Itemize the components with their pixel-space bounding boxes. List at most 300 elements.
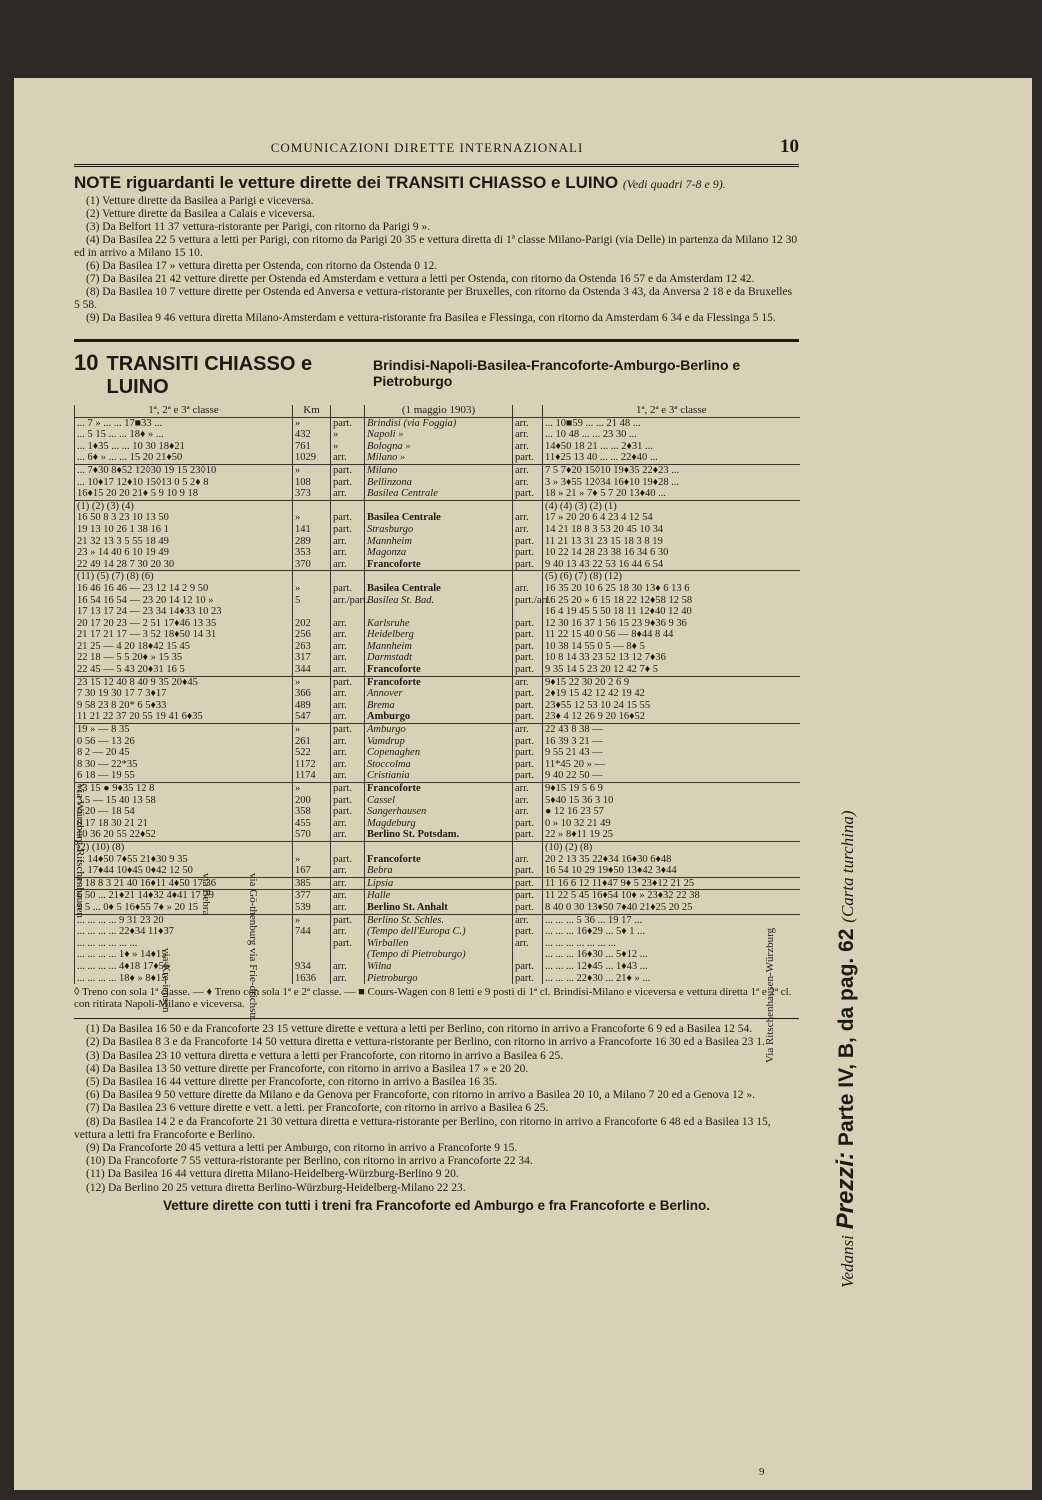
table-row: [75, 595, 800, 607]
station-cell: Francoforte: [365, 559, 513, 571]
table-row: [75, 641, 800, 653]
note-item: (1) Vetture dirette da Basilea a Parigi e viceversa.: [86, 195, 314, 207]
right-times-cell: 9 40 22 50 —: [543, 770, 800, 782]
station-cell: Heidelberg: [365, 629, 513, 641]
page-content: [74, 136, 799, 1213]
right-times-cell: 16 4 19 45 5 50 18 11 12♦40 12 40: [543, 606, 800, 618]
note-item: (8) Da Basilea 10 7 vetture dirette per Ostenda ed Anversa e vettura-ristorante per Bruxelles, con ritorno da Ostenda 3 43, da Anversa 2 18 e da Bruxelles 5 58.: [74, 286, 793, 311]
left-times-cell: 9 58 23 8 20* 6 5♦33: [75, 700, 293, 712]
table-row: [75, 618, 800, 630]
km-cell: 1172: [293, 759, 331, 771]
dir-left-cell: »: [331, 429, 365, 441]
table-row: [75, 652, 800, 664]
left-route-label: Via Würzburg-Ritschenhausen: [74, 783, 86, 918]
table-row: [75, 464, 800, 476]
right-times-cell: (10) (2) (8): [543, 841, 800, 853]
table-row: [75, 902, 800, 914]
station-cell: Darmstadt: [365, 652, 513, 664]
header-right-classes: 1ª, 2ª e 3ª classe: [543, 405, 800, 417]
table-row: [75, 938, 800, 950]
dir-left-cell: part.: [331, 417, 365, 429]
dir-right-cell: arr.: [513, 783, 543, 795]
dir-right-cell: arr.: [513, 583, 543, 595]
left-times-cell: ... ... ... ... 18♦ » 8♦15: [75, 973, 293, 985]
note-item: (2) Vetture dirette da Basilea a Calais e viceversa.: [86, 208, 315, 220]
right-times-cell: ● 12 16 23 57: [543, 806, 800, 818]
station-cell: (Tempo dell'Europa C.): [365, 926, 513, 938]
km-cell: 539: [293, 902, 331, 914]
right-times-cell: 9 35 14 5 23 20 12 42 7♦ 5: [543, 664, 800, 676]
km-cell: 489: [293, 700, 331, 712]
station-cell: Vamdrup: [365, 736, 513, 748]
table-row: [75, 759, 800, 771]
via-bebra-label: via Bebra: [200, 873, 212, 916]
timetable-page: [14, 78, 1032, 1490]
left-times-cell: ... ... ... ... 22♦34 11♦37: [75, 926, 293, 938]
station-cell: [365, 500, 513, 512]
dir-right-cell: part.: [513, 736, 543, 748]
station-cell: Francoforte: [365, 854, 513, 866]
dir-right-cell: part.: [513, 618, 543, 630]
km-cell: 256: [293, 629, 331, 641]
dir-right-cell: part.: [513, 452, 543, 464]
sidebar-vedansi: Vedansi: [838, 1235, 857, 1288]
table-row: [75, 452, 800, 464]
km-cell: 1636: [293, 973, 331, 985]
left-times-cell: 16 50 8 3 23 10 13 50: [75, 512, 293, 524]
table-row: [75, 877, 800, 890]
left-times-cell: ... 10♦17 12♦10 15◊13 0 5 2♦ 8: [75, 477, 293, 489]
table-row: [75, 736, 800, 748]
km-cell: 353: [293, 547, 331, 559]
dir-right-cell: part.: [513, 547, 543, 559]
km-cell: 344: [293, 664, 331, 676]
timetable-body: [75, 417, 800, 984]
right-times-cell: 23♦55 12 53 10 24 15 55: [543, 700, 800, 712]
dir-left-cell: [331, 571, 365, 583]
km-cell: 385: [293, 877, 331, 890]
left-times-cell: (1) (2) (3) (4): [75, 500, 293, 512]
station-cell: Lipsia: [365, 877, 513, 890]
dir-left-cell: arr.: [331, 747, 365, 759]
left-times-cell: ... 17♦44 10♦45 0♦42 12 50: [75, 865, 293, 877]
km-cell: [293, 500, 331, 512]
table-row: [75, 865, 800, 877]
dir-right-cell: part.: [513, 688, 543, 700]
left-times-cell: 10 36 20 55 22♦52: [75, 829, 293, 841]
right-times-cell: 11♦25 13 40 ... ... 22♦40 ...: [543, 452, 800, 464]
km-cell: 366: [293, 688, 331, 700]
station-cell: Wilna: [365, 961, 513, 973]
km-cell: 200: [293, 795, 331, 807]
left-times-cell: 21 25 — 4 20 18♦42 15 45: [75, 641, 293, 653]
left-times-cell: ... ... ... ... 4♦18 17♦56: [75, 961, 293, 973]
km-cell: 141: [293, 524, 331, 536]
table-row: [75, 571, 800, 583]
table-row: [75, 711, 800, 723]
dir-right-cell: arr.: [513, 464, 543, 476]
sidebar-carta: (Carta turchina): [838, 810, 857, 923]
left-times-cell: 17 13 17 24 — 23 34 14♦33 10 23: [75, 606, 293, 618]
right-times-cell: 9♦15 19 5 6 9: [543, 783, 800, 795]
km-cell: 317: [293, 652, 331, 664]
left-times-cell: 22 45 — 5 43 20♦31 16 5: [75, 664, 293, 676]
timetable: [74, 405, 800, 984]
header-title: COMUNICAZIONI DIRETTE INTERNAZIONALI: [270, 140, 584, 155]
footnote-item: (8) Da Basilea 14 2 e da Francoforte 21 30 vettura diretta e vettura-ristorante per Berlino, con ritorno in arrivo a Francoforte 6 48 ed a Basilea 13 15, vettura a letti fra Francoforte e Berlino.: [74, 1115, 771, 1141]
left-times-cell: ... 7 » ... ... 17■33 ...: [75, 417, 293, 429]
dir-right-cell: arr.: [513, 854, 543, 866]
station-cell: Bebra: [365, 865, 513, 877]
dir-right-cell: part.: [513, 902, 543, 914]
right-times-cell: 11 16 6 12 11♦47 9♦ 5 23♦12 21 25: [543, 877, 800, 890]
dir-left-cell: arr.: [331, 877, 365, 890]
table-row: [75, 806, 800, 818]
dir-left-cell: arr.: [331, 711, 365, 723]
km-cell: »: [293, 724, 331, 736]
dir-right-cell: part.: [513, 488, 543, 500]
station-cell: Magdeburg: [365, 818, 513, 830]
notes-list: [74, 195, 799, 325]
table-row: [75, 664, 800, 676]
dir-left-cell: arr.: [331, 452, 365, 464]
left-times-cell: ... 14♦50 7♦55 21♦30 9 35: [75, 854, 293, 866]
right-times-cell: 10 8 14 33 23 52 13 12 7♦36: [543, 652, 800, 664]
dir-left-cell: arr.: [331, 829, 365, 841]
station-cell: Pietroburgo: [365, 973, 513, 985]
dir-right-cell: [513, 606, 543, 618]
dir-right-cell: part.: [513, 652, 543, 664]
notes-heading-ref: (Vedi quadri 7-8 e 9).: [622, 177, 726, 191]
dir-left-cell: arr.: [331, 902, 365, 914]
note-item: (7) Da Basilea 21 42 vetture dirette per Ostenda ed Amsterdam e vettura a letti per Ostenda, con ritorno da Ostenda 16 57 e da Amsterdam 12 42.: [86, 273, 755, 285]
right-times-cell: 0 » 10 32 21 49: [543, 818, 800, 830]
dir-right-cell: [513, 571, 543, 583]
left-times-cell: ... 7♦30 8♦52 12◊30 19 15 23◊10: [75, 464, 293, 476]
via-gothenburg-label: via Gö-thenburg: [247, 873, 259, 946]
dir-left-cell: arr.: [331, 652, 365, 664]
table-row: [75, 973, 800, 985]
section-number: 10: [74, 350, 99, 375]
left-times-cell: 23 15 ● 9♦35 12 8: [75, 783, 293, 795]
km-cell: 108: [293, 477, 331, 489]
notes-heading-text: NOTE riguardanti le vetture dirette dei TRANSITI CHIASSO e LUINO: [74, 173, 619, 192]
left-times-cell: ... 6♦ » ... ... 15 20 21♦50: [75, 452, 293, 464]
dir-left-cell: arr.: [331, 664, 365, 676]
dir-left-cell: arr.: [331, 961, 365, 973]
dir-right-cell: arr.: [513, 441, 543, 453]
footnote-item: (1) Da Basilea 16 50 e da Francoforte 23 15 vetture dirette e vettura a letti per Berlino, con ritorno in arrivo a Francoforte 6 9 ed a Basilea 12 54.: [86, 1023, 753, 1036]
left-times-cell: 9 5 ... 0♦ 5 16♦55 7♦ » 20 15: [75, 902, 293, 914]
right-times-cell: 22 43 8 38 —: [543, 724, 800, 736]
right-times-cell: (5) (6) (7) (8) (12): [543, 571, 800, 583]
table-row: [75, 583, 800, 595]
dir-left-cell: part.: [331, 676, 365, 688]
station-cell: Annover: [365, 688, 513, 700]
table-row: [75, 559, 800, 571]
table-row: [75, 500, 800, 512]
right-times-cell: 16 35 20 10 6 25 18 30 13♦ 6 13 6: [543, 583, 800, 595]
sidebar-text: [832, 810, 860, 1288]
station-cell: Amburgo: [365, 711, 513, 723]
table-row: [75, 829, 800, 841]
station-cell: Stoccolma: [365, 759, 513, 771]
left-times-cell: 23 15 12 40 8 40 9 35 20♦45: [75, 676, 293, 688]
right-times-cell: 9 55 21 43 —: [543, 747, 800, 759]
right-times-cell: 9♦15 22 30 20 2 6 9: [543, 676, 800, 688]
note-item: (4) Da Basilea 22 5 vettura a letti per Parigi, con ritorno da Parigi 20 35 e vettura diretta di 1ª classe Milano-Parigi (via Delle) in partenza da Milano 12 30 ed in arrivo a Milano 15 10.: [74, 234, 798, 259]
page-header: [74, 136, 799, 158]
station-cell: Bellinzona: [365, 477, 513, 489]
right-times-cell: ... ... ... 12♦45 ... 1♦43 ...: [543, 961, 800, 973]
notes-section: [74, 173, 799, 325]
left-times-cell: 21 32 13 3 5 55 18 49: [75, 536, 293, 548]
header-date: (1 maggio 1903): [365, 405, 513, 417]
km-cell: 289: [293, 536, 331, 548]
station-cell: Berlino St. Potsdam.: [365, 829, 513, 841]
header-blank-2: [513, 405, 543, 417]
station-cell: Amburgo: [365, 724, 513, 736]
km-cell: 370: [293, 559, 331, 571]
station-cell: Bologna »: [365, 441, 513, 453]
km-cell: [293, 606, 331, 618]
left-times-cell: ... 5 15 ... ... 18♦ » ...: [75, 429, 293, 441]
station-cell: Brema: [365, 700, 513, 712]
table-row: [75, 536, 800, 548]
footnote-item: (7) Da Basilea 23 6 vetture dirette e vett. a letti. per Francoforte, con ritorno in arrivo a Basilea 6 25.: [86, 1102, 549, 1115]
left-times-cell: 6 18 — 19 55: [75, 770, 293, 782]
station-cell: Wirballen: [365, 938, 513, 950]
left-times-cell: 8 30 — 22*35: [75, 759, 293, 771]
dir-left-cell: part.: [331, 783, 365, 795]
station-cell: Francoforte: [365, 664, 513, 676]
table-row: [75, 747, 800, 759]
right-times-cell: ... ... ... 5 36 ... 19 17 ...: [543, 914, 800, 926]
final-line: Vetture dirette con tutti i treni fra Francoforte ed Amburgo e fra Francoforte e Berlino.: [162, 1197, 711, 1213]
dir-right-cell: arr.: [513, 524, 543, 536]
right-times-cell: 5♦40 15 36 3 10: [543, 795, 800, 807]
table-row: [75, 606, 800, 618]
dir-left-cell: [331, 949, 365, 961]
right-times-cell: 10 22 14 28 23 38 16 34 6 30: [543, 547, 800, 559]
left-times-cell: 16♦15 20 20 21♦ 5 9 10 9 18: [75, 488, 293, 500]
dir-right-cell: part.: [513, 865, 543, 877]
footnote-item: (12) Da Berlino 20 25 vettura diretta Berlino-Würzburg-Heidelberg-Milano 22 23.: [86, 1181, 466, 1194]
dir-right-cell: part.: [513, 629, 543, 641]
station-cell: Magonza: [365, 547, 513, 559]
footnote-item: (10) Da Francoforte 7 55 vettura-ristorante per Berlino, con ritorno in arrivo a Francoforte 22 34.: [86, 1155, 533, 1168]
left-times-cell: (2) (10) (8): [75, 841, 293, 853]
section-route: Brindisi-Napoli-Basilea-Francoforte-Amburgo-Berlino e Pietroburgo: [373, 357, 741, 389]
dir-left-cell: [331, 841, 365, 853]
station-cell: Francoforte: [365, 783, 513, 795]
dir-left-cell: arr.: [331, 926, 365, 938]
dir-right-cell: arr.: [513, 914, 543, 926]
dir-right-cell: arr.: [513, 806, 543, 818]
dir-left-cell: arr.: [331, 890, 365, 902]
station-cell: Halle: [365, 890, 513, 902]
dir-right-cell: part.: [513, 700, 543, 712]
section-main-title: TRANSITI CHIASSO e LUINO: [106, 353, 313, 398]
left-times-cell: (11) (5) (7) (8) (6): [75, 571, 293, 583]
right-route-label: Via Ritschenhausen-Würzburg: [764, 927, 776, 1063]
dir-left-cell: part.: [331, 806, 365, 818]
dir-right-cell: part.: [513, 711, 543, 723]
dir-right-cell: [513, 949, 543, 961]
right-times-cell: 11*45 20 » —: [543, 759, 800, 771]
station-cell: Berlino St. Schles.: [365, 914, 513, 926]
dir-right-cell: part.: [513, 559, 543, 571]
table-row: [75, 795, 800, 807]
table-row: [75, 783, 800, 795]
dir-left-cell: arr./part.: [331, 595, 365, 607]
dir-left-cell: arr.: [331, 488, 365, 500]
station-cell: Napoli »: [365, 429, 513, 441]
station-cell: Basilea St. Bad.: [365, 595, 513, 607]
footnote-item: (2) Da Basilea 8 3 e da Francoforte 14 50 vettura diretta e vettura-ristorante per Berlino, con ritorno in arrivo a Francoforte 16 30 ed a Basilea 23 1.: [86, 1036, 765, 1049]
right-times-cell: 17 » 20 20 6 4 23 4 12 54: [543, 512, 800, 524]
table-row: [75, 841, 800, 853]
symbols-legend: [74, 986, 799, 1010]
station-cell: Sangerhausen: [365, 806, 513, 818]
dir-right-cell: part.: [513, 829, 543, 841]
left-times-cell: 7 18 8 3 21 40 16♦11 4♦50 17 36: [75, 877, 293, 890]
footnote-item: (4) Da Basilea 13 50 vetture dirette per Francoforte, con ritorno in arrivo a Basilea 17 » e 20 20.: [86, 1062, 529, 1075]
header-rule: [74, 164, 799, 167]
dir-left-cell: part.: [331, 464, 365, 476]
section-title: [74, 350, 799, 399]
left-times-cell: 19 13 10 26 1 38 16 1: [75, 524, 293, 536]
station-cell: [365, 571, 513, 583]
dir-right-cell: part.: [513, 818, 543, 830]
km-cell: 373: [293, 488, 331, 500]
dir-right-cell: part.: [513, 973, 543, 985]
via-friedrichstr-label: via Frie-drichstr.: [247, 948, 259, 1022]
right-times-cell: 3 » 3♦55 12◊34 16♦10 19♦28 ...: [543, 477, 800, 489]
table-row: [75, 676, 800, 688]
table-row: [75, 417, 800, 429]
dir-right-cell: arr.: [513, 429, 543, 441]
dir-left-cell: part.: [331, 795, 365, 807]
dir-left-cell: arr.: [331, 688, 365, 700]
right-times-cell: 12 30 16 37 1 56 15 23 9♦36 9 36: [543, 618, 800, 630]
station-cell: Cassel: [365, 795, 513, 807]
km-cell: 1174: [293, 770, 331, 782]
table-row: [75, 512, 800, 524]
right-times-cell: ... 10 48 ... ... 23 30 ...: [543, 429, 800, 441]
header-blank-1: [331, 405, 365, 417]
table-row: [75, 818, 800, 830]
station-cell: Mannheim: [365, 536, 513, 548]
km-cell: 377: [293, 890, 331, 902]
dir-left-cell: arr.: [331, 559, 365, 571]
dir-left-cell: arr.: [331, 641, 365, 653]
dir-right-cell: arr.: [513, 724, 543, 736]
km-cell: »: [293, 783, 331, 795]
right-times-cell: 22 » 8♦11 19 25: [543, 829, 800, 841]
dir-right-cell: arr.: [513, 676, 543, 688]
table-row: [75, 890, 800, 902]
table-row: [75, 629, 800, 641]
station-cell: Francoforte: [365, 676, 513, 688]
right-times-cell: 14 21 18 8 3 53 20 45 10 34: [543, 524, 800, 536]
left-times-cell: 6 20 — 18 54: [75, 806, 293, 818]
km-cell: »: [293, 854, 331, 866]
table-row: [75, 926, 800, 938]
km-cell: »: [293, 676, 331, 688]
right-times-cell: 23♦ 4 12 26 9 20 16♦52: [543, 711, 800, 723]
station-cell: Berlino St. Anhalt: [365, 902, 513, 914]
right-times-cell: ... ... ... ... ... ... ...: [543, 938, 800, 950]
notes-heading: [74, 173, 799, 193]
table-row: [75, 949, 800, 961]
dir-right-cell: [513, 841, 543, 853]
km-cell: [293, 571, 331, 583]
dir-left-cell: arr.: [331, 547, 365, 559]
table-row: [75, 914, 800, 926]
right-times-cell: 2♦19 15 42 12 42 19 42: [543, 688, 800, 700]
left-times-cell: 6 50 ... 21♦21 14♦32 4♦41 17 29: [75, 890, 293, 902]
left-times-cell: 19 » — 8 35: [75, 724, 293, 736]
km-cell: 455: [293, 818, 331, 830]
left-times-cell: 22 18 — 5 5 20♦ » 15 35: [75, 652, 293, 664]
dir-right-cell: part.: [513, 759, 543, 771]
km-cell: 570: [293, 829, 331, 841]
left-times-cell: 20 17 20 23 — 2 51 17♦46 13 35: [75, 618, 293, 630]
table-row: [75, 961, 800, 973]
dir-right-cell: part.: [513, 747, 543, 759]
dir-right-cell: part.: [513, 877, 543, 890]
dir-right-cell: arr.: [513, 512, 543, 524]
dir-left-cell: part.: [331, 583, 365, 595]
left-times-cell: ... ... ... ... ... ...: [75, 938, 293, 950]
dir-left-cell: [331, 606, 365, 618]
km-cell: 522: [293, 747, 331, 759]
left-times-cell: 0 56 — 13 26: [75, 736, 293, 748]
right-times-cell: 14♦50 18 21 ... ... 2♦31 ...: [543, 441, 800, 453]
left-times-cell: 7 30 19 30 17 7 3♦17: [75, 688, 293, 700]
table-row: [75, 441, 800, 453]
right-times-cell: 7 5 7♦20 15◊10 19♦35 22♦23 ...: [543, 464, 800, 476]
footnote-item: (6) Da Basilea 9 50 vetture dirette da Milano e da Genova per Francoforte, con ritorno in arrivo a Basilea 20 10, a Milano 7 20 ed a Genova 12 ».: [86, 1089, 756, 1102]
section-rule: [74, 339, 799, 342]
left-times-cell: 8 17 18 30 21 21: [75, 818, 293, 830]
dir-left-cell: arr.: [331, 536, 365, 548]
left-times-cell: 16 54 16 54 — 23 20 14 12 10 »: [75, 595, 293, 607]
left-times-cell: 16 46 16 46 — 23 12 14 2 9 50: [75, 583, 293, 595]
km-cell: 263: [293, 641, 331, 653]
dir-right-cell: arr.: [513, 417, 543, 429]
table-row: [75, 700, 800, 712]
right-times-cell: (4) (4) (3) (2) (1): [543, 500, 800, 512]
dir-right-cell: arr.: [513, 477, 543, 489]
header-page-number: 10: [780, 136, 799, 157]
dir-left-cell: part.: [331, 938, 365, 950]
station-cell: Basilea Centrale: [365, 488, 513, 500]
km-cell: 547: [293, 711, 331, 723]
km-cell: [293, 938, 331, 950]
dir-left-cell: part.: [331, 512, 365, 524]
right-times-cell: 9 40 13 43 22 53 16 44 6 54: [543, 559, 800, 571]
footnote-item: (5) Da Basilea 16 44 vetture dirette per Francoforte, con ritorno in arrivo a Basilea 16 35.: [86, 1075, 498, 1088]
table-row: [75, 429, 800, 441]
dir-left-cell: part.: [331, 724, 365, 736]
dir-right-cell: part.: [513, 641, 543, 653]
dir-left-cell: arr.: [331, 770, 365, 782]
via-kreiensen-label: via Kre-iensen: [160, 948, 172, 1013]
km-cell: »: [293, 464, 331, 476]
right-times-cell: 11 21 13 31 23 15 18 3 8 19: [543, 536, 800, 548]
